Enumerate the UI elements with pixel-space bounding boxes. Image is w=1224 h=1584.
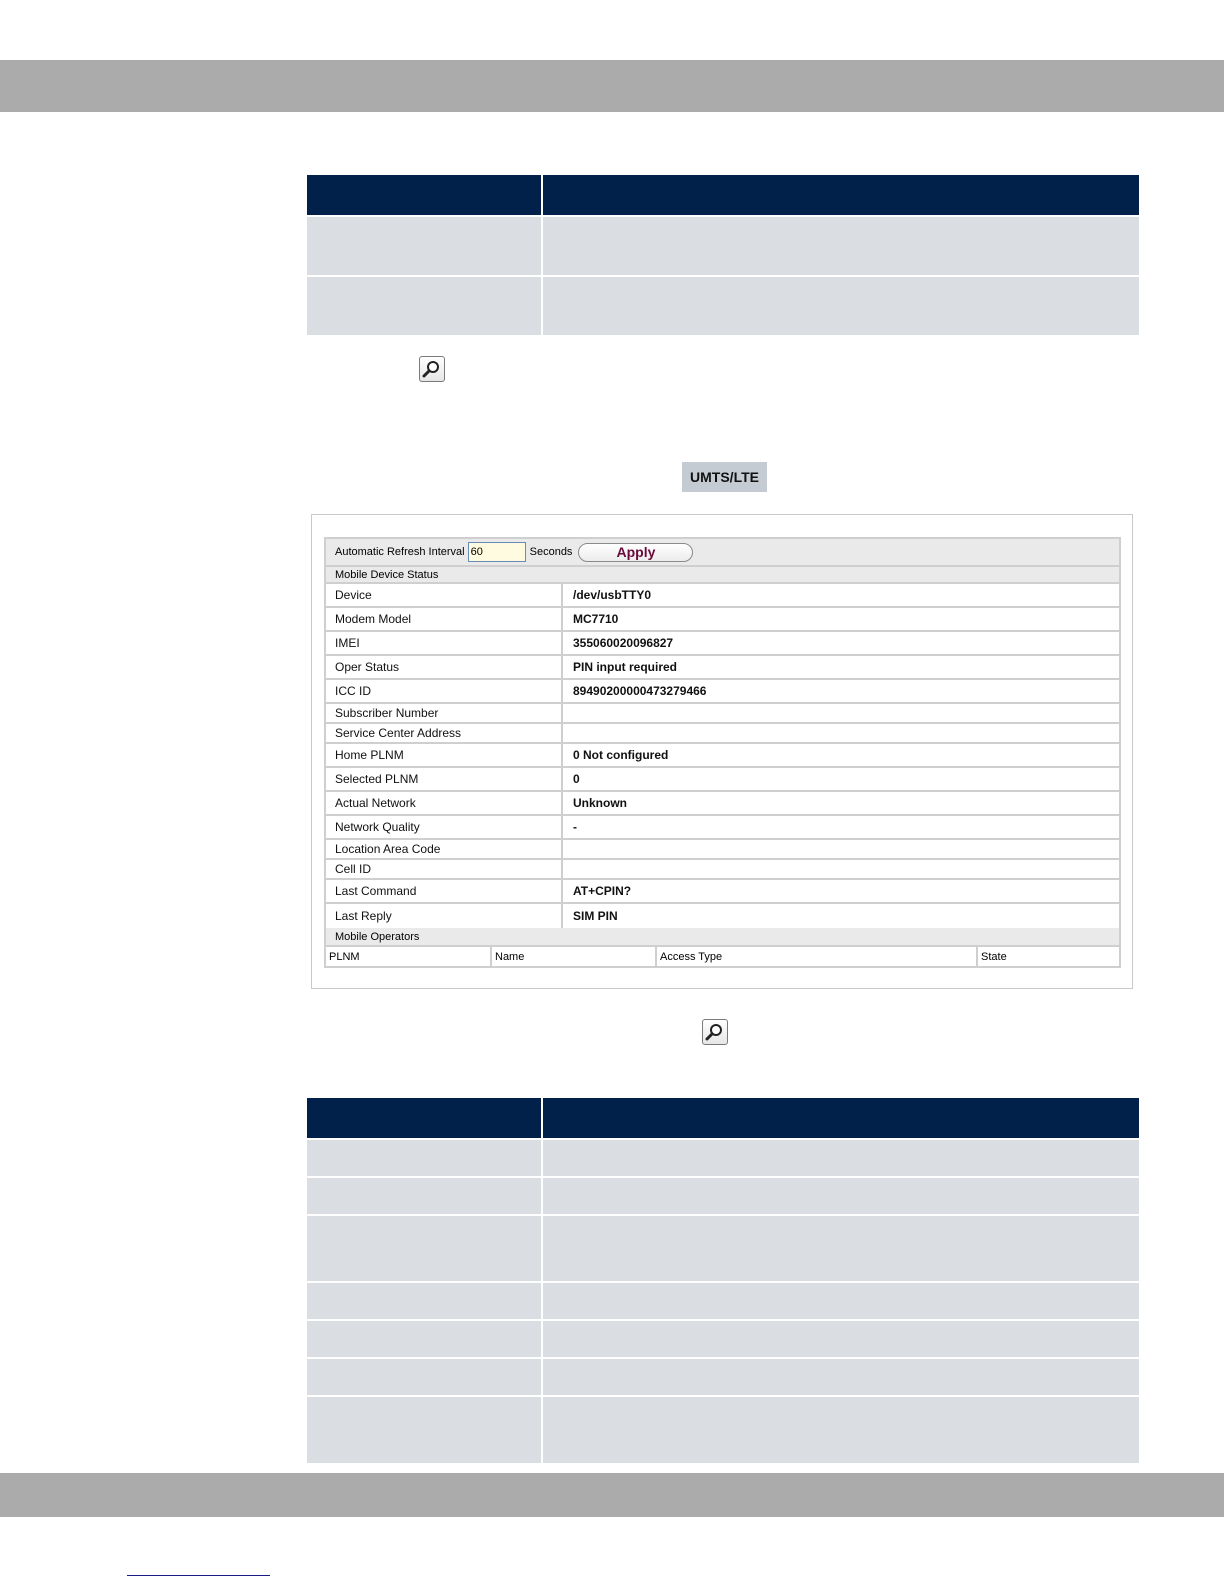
table-row [307, 1176, 1139, 1214]
table-row [307, 1395, 1139, 1463]
status-row-label: Location Area Code [326, 840, 563, 858]
operators-col-name: Name [492, 947, 657, 966]
table-row [307, 1214, 1139, 1281]
table-header [307, 1098, 1139, 1138]
status-row-value: PIN input required [573, 660, 678, 674]
table-row [307, 1281, 1139, 1319]
magnifier-icon[interactable] [702, 1019, 728, 1045]
status-row-value [563, 704, 1119, 722]
status-row-value: 89490200000473279466 [573, 684, 707, 698]
status-row-value: SIM PIN [573, 909, 618, 923]
status-row-label: IMEI [326, 632, 563, 654]
mobile-status-screenshot [311, 514, 1133, 989]
status-row [326, 744, 1119, 768]
status-row-label: Last Reply [326, 904, 563, 928]
status-row-value: AT+CPIN? [573, 884, 632, 898]
bottom-footer-band [0, 1473, 1224, 1517]
table-row [307, 275, 1139, 335]
status-row [326, 704, 1119, 724]
refresh-interval-input[interactable] [468, 542, 526, 562]
table-row [307, 1357, 1139, 1395]
status-row-label: Device [326, 584, 563, 606]
status-row [326, 904, 1119, 928]
status-row-label: Service Center Address [326, 724, 563, 742]
status-row-value [563, 860, 1119, 878]
status-row-label: Subscriber Number [326, 704, 563, 722]
status-row-label: Network Quality [326, 816, 563, 838]
device-status-section: Mobile Device Status [326, 567, 1119, 584]
apply-button[interactable]: Apply [578, 543, 693, 562]
top-header-band [0, 60, 1224, 112]
refresh-interval-label: Automatic Refresh Interval [335, 546, 465, 558]
operators-col-state: State [981, 950, 1007, 963]
refresh-bar [326, 539, 1119, 567]
table-row [307, 215, 1139, 275]
status-row [326, 584, 1119, 608]
status-row-label: Oper Status [326, 656, 563, 678]
status-row-value: MC7710 [573, 612, 619, 626]
mobile-operators-section: Mobile Operators [326, 928, 1119, 947]
status-row-label: ICC ID [326, 680, 563, 702]
status-row-value: 355060020096827 [573, 636, 674, 650]
table-row [307, 1138, 1139, 1176]
magnifier-icon[interactable] [419, 356, 445, 382]
status-row-value: /dev/usbTTY0 [573, 588, 652, 602]
status-row [326, 656, 1119, 680]
status-row-value: - [573, 820, 577, 834]
table-header [307, 175, 1139, 215]
footer-link[interactable] [127, 1575, 270, 1576]
status-row-value [563, 724, 1119, 742]
status-row [326, 816, 1119, 840]
umts-lte-tab[interactable]: UMTS/LTE [682, 462, 767, 492]
status-row [326, 608, 1119, 632]
status-row [326, 680, 1119, 704]
status-row [326, 880, 1119, 904]
status-row [326, 860, 1119, 880]
operators-col-access-type: Access Type [657, 947, 978, 966]
status-row [326, 632, 1119, 656]
status-row-value: 0 [573, 772, 580, 786]
status-row-label: Actual Network [326, 792, 563, 814]
status-row-value: 0 Not configured [573, 748, 669, 762]
status-row [326, 724, 1119, 744]
operators-col-plnm: PLNM [326, 947, 492, 966]
status-row [326, 840, 1119, 860]
table-row [307, 1319, 1139, 1357]
status-row-label: Last Command [326, 880, 563, 902]
operators-header [326, 947, 1119, 966]
status-panel [324, 537, 1121, 968]
top-table [307, 175, 1139, 335]
status-row-label: Cell ID [326, 860, 563, 878]
status-row [326, 768, 1119, 792]
seconds-label: Seconds [529, 546, 573, 558]
status-row-label: Modem Model [326, 608, 563, 630]
status-row-value [563, 840, 1119, 858]
status-row [326, 792, 1119, 816]
status-row-label: Home PLNM [326, 744, 563, 766]
bottom-table [307, 1098, 1139, 1463]
status-row-label: Selected PLNM [326, 768, 563, 790]
status-row-value: Unknown [573, 796, 627, 810]
